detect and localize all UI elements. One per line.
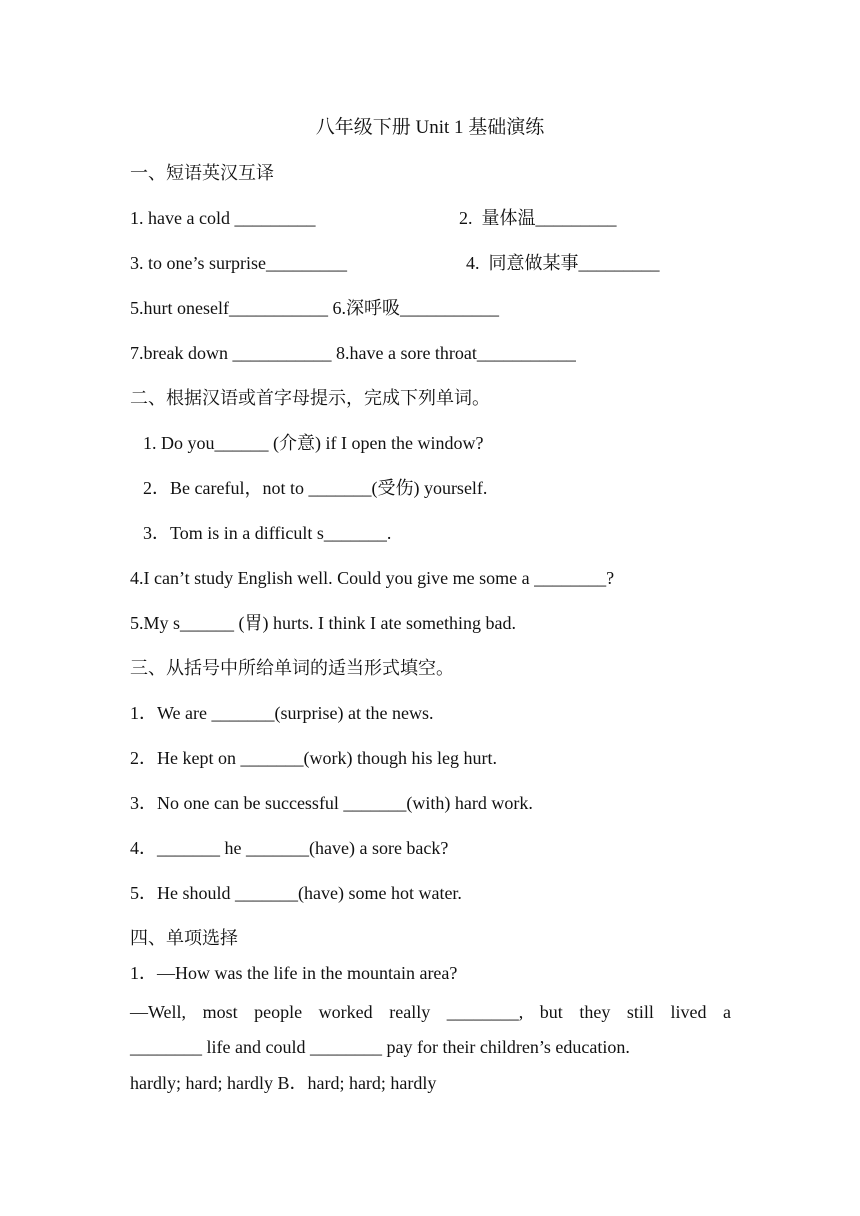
page-title: 八年级下册 Unit 1 基础演练 — [315, 117, 545, 138]
phrase-item-7-8: 7.break down ___________ 8.have a sore throat___________ — [130, 343, 576, 363]
word-item-4: 4.I can’t study English well. Could you give me some a ________? — [130, 568, 615, 588]
phrase-item-5-6: 5.hurt oneself___________ 6.深呼吸___________ — [130, 298, 499, 318]
choice-question-1-options: hardly; hard; hardly B．hard; hard; hardly — [130, 1073, 437, 1093]
section-1-heading: 一、短语英汉互译 — [130, 163, 274, 183]
word-item-5: 5.My s______ (胃) hurts. I think I ate something bad. — [130, 613, 516, 633]
choice-question-1-line-3: ________ life and could ________ pay for their children’s education. — [130, 1037, 630, 1057]
choice-question-1-line-2: —Well, most people worked really ________, but they still lived a — [130, 1002, 731, 1022]
phrase-item-4: 4. 同意做某事_________ — [466, 253, 660, 273]
form-item-1: 1．We are _______(surprise) at the news. — [130, 703, 434, 723]
word-item-3: 3．Tom is in a difficult s_______. — [143, 523, 392, 543]
choice-question-1: 1．—How was the life in the mountain area? — [130, 963, 458, 983]
section-3-heading: 三、从括号中所给单词的适当形式填空。 — [130, 658, 454, 678]
form-item-4: 4．_______ he _______(have) a sore back? — [130, 838, 449, 858]
phrase-item-1: 1. have a cold _________ — [130, 208, 316, 228]
form-item-2: 2．He kept on _______(work) though his leg hurt. — [130, 748, 497, 768]
section-4-heading: 四、单项选择 — [130, 928, 238, 948]
form-item-5: 5．He should _______(have) some hot water. — [130, 883, 462, 903]
form-item-3: 3．No one can be successful _______(with) hard work. — [130, 793, 533, 813]
phrase-item-2: 2. 量体温_________ — [459, 208, 617, 228]
word-item-2: 2．Be careful，not to _______(受伤) yourself. — [143, 478, 488, 498]
word-item-1: 1. Do you______ (介意) if I open the window? — [143, 433, 484, 453]
section-2-heading: 二、根据汉语或首字母提示，完成下列单词。 — [130, 388, 490, 408]
phrase-item-3: 3. to one’s surprise_________ — [130, 253, 347, 273]
